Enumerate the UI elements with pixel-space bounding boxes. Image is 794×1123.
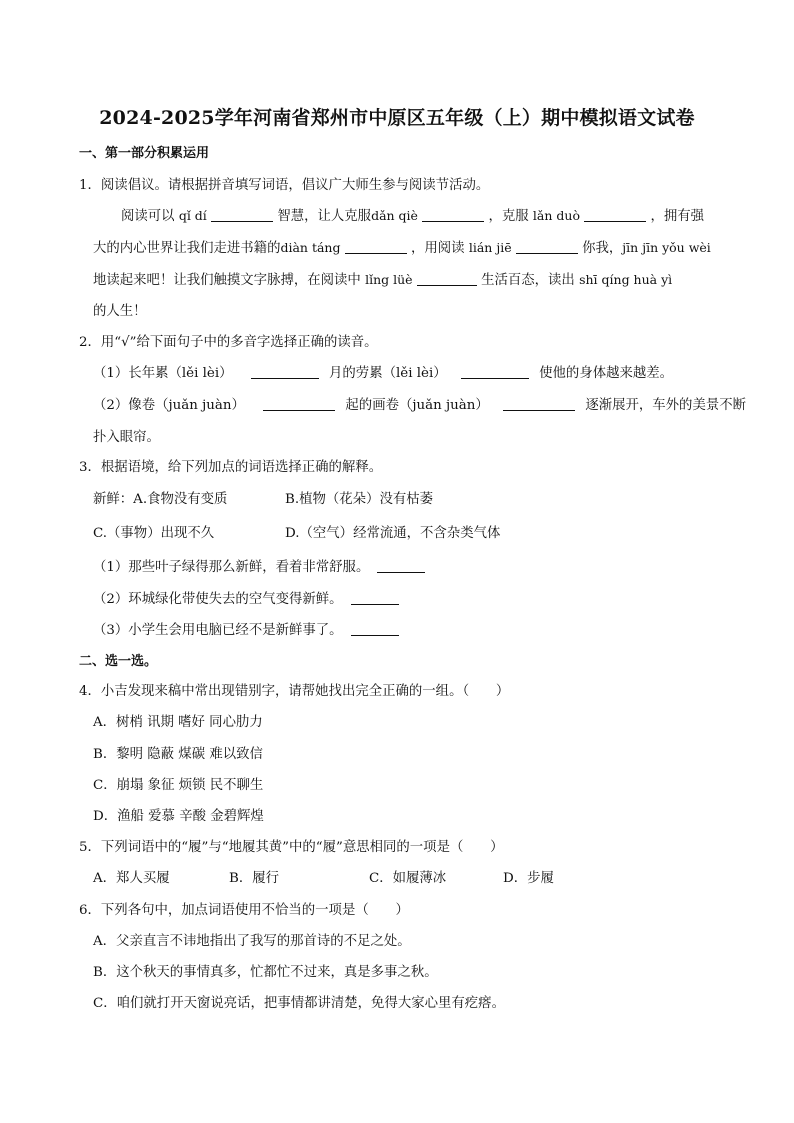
question-3-item: （3）小学生会用电脑已经不是新鲜事了。 [93,621,399,641]
page-title: 2024-2025学年河南省郑州市中原区五年级（上）期中模拟语文试卷 [99,107,695,129]
section-heading: 二、选一选。 [79,654,158,669]
question-3-item: （1）那些叶子绿得那么新鲜，看着非常舒服。 [93,558,425,578]
question-2-stem: 2．用“√”给下面句子中的多音字选择正确的读音。 [79,335,378,350]
choice-b[interactable]: B．黎明 隐蔽 煤碳 难以致信 [93,747,263,762]
option-line: C.（事物）出现不久 [93,526,215,541]
answer-blank[interactable] [211,207,273,222]
section-heading: 一、第一部分积累运用 [79,146,210,161]
question-1-line: 的人生！ [93,304,147,319]
answer-blank[interactable] [351,621,399,636]
choice-a[interactable]: A．树梢 讯期 嗜好 同心肋力 [93,715,263,730]
answer-blank[interactable] [422,207,484,222]
choice-c[interactable]: C．如履薄冰 [369,871,447,886]
choice-d[interactable]: D．步履 [503,871,554,886]
answer-blank[interactable] [516,239,578,254]
question-2-item: （1）长年累（lěi lèi） 月的劳累（lěi lèi） 使他的身体越来越差。 [93,366,674,381]
answer-blank[interactable] [503,396,575,411]
question-1-line: 地读起来吧！让我们触摸文字脉搏，在阅读中 lǐng lüè 生活百态，读出 shī qíng huà yì [93,272,673,288]
question-1-line: 阅读可以 qǐ dí 智慧，让人克服dǎn qiè ，克服 lǎn duò ，拥有强 [121,208,705,224]
question-2-item: （2）像卷（juǎn juàn） 起的画卷（juǎn juàn） 逐渐展开，车外的美景不断 [93,398,747,413]
question-3-stem: 3．根据语境，给下列加点的词语选择正确的解释。 [79,460,383,475]
option-line: B.植物（花朵）没有枯萎 [285,492,434,507]
answer-blank[interactable] [263,396,335,411]
question-5-stem: 5．下列词语中的“履”与“地履其黄”中的“履”意思相同的一项是（ ） [79,840,504,855]
question-2-item: 扑入眼帘。 [93,430,160,445]
choice-a[interactable]: A．郑人买履 [93,871,170,886]
answer-blank[interactable] [584,207,646,222]
choice-d[interactable]: D．渔船 爱慕 辛酸 金碧辉煌 [93,809,264,824]
option-line: D.（空气）经常流通，不含杂类气体 [285,526,501,541]
answer-blank[interactable] [417,271,477,286]
question-4-stem: 4．小吉发现来稿中常出现错别字，请帮她找出完全正确的一组。（ ） [79,684,510,699]
choice-b[interactable]: B．履行 [229,871,280,886]
question-6-stem: 6．下列各句中，加点词语使用不恰当的一项是（ ） [79,903,409,918]
answer-blank[interactable] [251,364,319,379]
option-line: 新鲜：A.食物没有变质 [93,492,228,507]
choice-c[interactable]: C．崩塌 象征 烦锁 民不聊生 [93,778,264,793]
answer-blank[interactable] [377,558,425,573]
answer-blank[interactable] [345,239,407,254]
choice-a[interactable]: A．父亲直言不讳地指出了我写的那首诗的不足之处。 [93,934,411,949]
choice-b[interactable]: B．这个秋天的事情真多，忙都忙不过来，真是多事之秋。 [93,965,438,980]
choice-c[interactable]: C．咱们就打开天窗说亮话，把事情都讲清楚，免得大家心里有疙瘩。 [93,996,505,1011]
question-1-line: 大的内心世界让我们走进书籍的diàn táng ，用阅读 lián jiē 你我，jīn jīn yǒu wèi [93,240,711,256]
question-3-item: （2）环城绿化带使失去的空气变得新鲜。 [93,590,399,610]
answer-blank[interactable] [351,590,399,605]
question-1-stem: 1．阅读倡议。请根据拼音填写词语，倡议广大师生参与阅读节活动。 [79,178,490,193]
answer-blank[interactable] [461,364,529,379]
